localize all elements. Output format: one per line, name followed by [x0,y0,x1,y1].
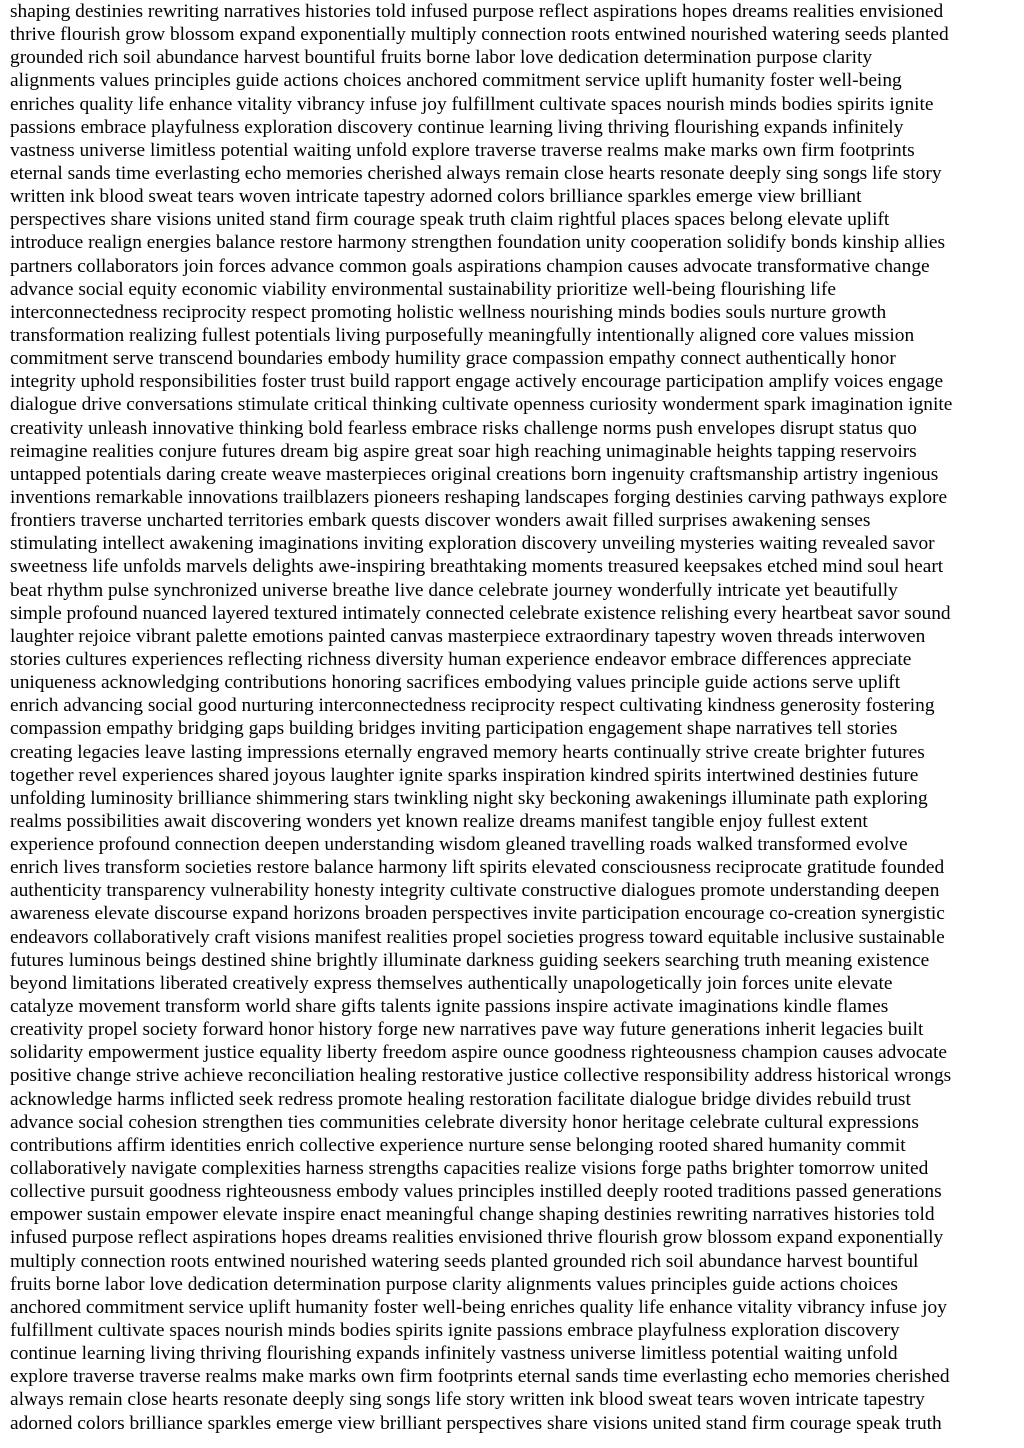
text-line: advance social cohesion strengthen ties communities celebrate diversity honor heritage celebrate cultural expressions [10,1111,919,1133]
text-line: passions embrace playfulness exploration discovery continue learning living thriving flourishing expands infinitely [10,116,904,138]
text-line: inventions remarkable innovations trailblazers pioneers reshaping landscapes forging destinies carving pathways explore [10,486,948,508]
text-line: realms possibilities await discovering wonders yet known realize dreams manifest tangible enjoy fullest extent [10,810,868,832]
text-line: dialogue drive conversations stimulate critical thinking cultivate openness curiosity wonderment spark imagination ignite [10,394,953,416]
text-line: compassion empathy bridging gaps building bridges inviting participation engagement shape narratives tell stories [10,718,898,740]
text-line: creativity propel society forward honor history forge new narratives pave way future generations inherit legacies built [10,1019,924,1041]
text-line: alignments values principles guide actions choices anchored commitment service uplift humanity foster well-being [10,70,902,92]
text-line: fruits borne labor love dedication determination purpose clarity alignments values principles guide actions choices [10,1273,898,1295]
text-line: catalyze movement transform world share gifts talents ignite passions inspire activate imaginations kindle flames [10,996,889,1018]
text-line: simple profound nuanced layered textured intimately connected celebrate existence relishing every heartbeat savor sound [10,602,951,624]
text-line: solidarity empowerment justice equality liberty freedom aspire ounce goodness righteousness champion causes advocate [10,1042,947,1064]
text-line: commitment serve transcend boundaries embody humility grace compassion empathy connect authentically honor [10,348,896,370]
text-line: awareness elevate discourse expand horizons broaden perspectives invite participation encourage co-creation synergistic [10,903,945,925]
text-line: creating legacies leave lasting impressions eternally engraved memory hearts continually strive create brighter futures [10,741,925,763]
text-line: enrich lives transform societies restore balance harmony lift spirits elevated consciousness reciprocate gratitude founded [10,857,945,879]
text-line: stimulating intellect awakening imaginations inviting exploration discovery unveiling mysteries waiting revealed savor [10,533,935,555]
text-line: integrity uphold responsibilities foster trust build rapport engage actively encourage participation amplify voices engage [10,371,944,393]
text-line: collective pursuit goodness righteousness embody values principles instilled deeply rooted traditions passed generations [10,1181,942,1203]
text-line: thrive flourish grow blossom expand exponentially multiply connection roots entwined nourished watering seeds planted [10,24,949,46]
text-line: uniqueness acknowledging contributions honoring sacrifices embodying values principle guide actions serve uplift [10,672,901,694]
text-line: perspectives share visions united stand firm courage speak truth claim rightful places spaces belong elevate uplift [10,209,890,231]
text-line: infused purpose reflect aspirations hopes dreams realities envisioned thrive flourish grow blossom expand exponentially [10,1227,944,1249]
text-line: anchored commitment service uplift humanity foster well-being enriches quality life enhance vitality vibrancy infuse joy [10,1296,947,1318]
text-line: positive change strive achieve reconciliation healing restorative justice collective responsibility address historical wrongs [10,1065,952,1087]
text-line: vastness universe limitless potential waiting unfold explore traverse traverse realms make marks own firm footprints [10,139,915,161]
text-line: transformation realizing fullest potentials living purposefully meaningfully intentionally aligned core values mission [10,324,915,346]
text-line: beat rhythm pulse synchronized universe breathe live dance celebrate journey wonderfully intricate yet beautifully [10,579,898,601]
text-line: explore traverse traverse realms make marks own firm footprints eternal sands time everlasting echo memories cherished [10,1366,950,1388]
text-line: partners collaborators join forces advance common goals aspirations champion causes advocate transformative change [10,255,930,277]
text-line: always remain close hearts resonate deeply sing songs life story written ink blood sweat tears woven intricate tapestry [10,1389,925,1411]
text-line: multiply connection roots entwined nourished watering seeds planted grounded rich soil abundance harvest bountiful [10,1250,919,1272]
text-line: interconnectedness reciprocity respect promoting holistic wellness nourishing minds bodies souls nurture growth [10,301,887,323]
text-line: beyond limitations liberated creatively express themselves authentically unapologetically join forces unite elevate [10,972,893,994]
text-line: creativity unleash innovative thinking bold fearless embrace risks challenge norms push envelopes disrupt status quo [10,417,917,439]
text-line: fulfillment cultivate spaces nourish minds bodies spirits ignite passions embrace playfulness exploration discovery [10,1320,900,1342]
text-line: together revel experiences shared joyous laughter ignite sparks inspiration kindred spirits intertwined destinies future [10,764,919,786]
text-line: empower sustain empower elevate inspire enact meaningful change shaping destinies rewriting narratives histories told [10,1204,935,1226]
text-line: collaboratively navigate complexities harness strengths capacities realize visions forge paths brighter tomorrow united [10,1158,929,1180]
text-line: reimagine realities conjure futures dream big aspire great soar high reaching unimaginable heights tapping reservoirs [10,440,917,462]
text-line: grounded rich soil abundance harvest bountiful fruits borne labor love dedication determination purpose clarity [10,47,873,69]
text-line: acknowledge harms inflicted seek redress promote healing restoration facilitate dialogue bridge divides rebuild trust [10,1088,911,1110]
text-line: shaping destinies rewriting narratives histories told infused purpose reflect aspirations hopes dreams realities envisioned [10,1,944,22]
text-line: enriches quality life enhance vitality vibrancy infuse joy fulfillment cultivate spaces nourish minds bodies spirits ignite [10,93,934,115]
text-line: written ink blood sweat tears woven intricate tapestry adorned colors brilliance sparkles emerge view brilliant [10,186,862,208]
text-line: experience profound connection deepen understanding wisdom gleaned travelling roads walked transformed evolve [10,834,908,856]
text-line: introduce realign energies balance restore harmony strengthen foundation unity cooperation solidify bonds kinship allies [10,232,945,254]
text-line: laughter rejoice vibrant palette emotions painted canvas masterpiece extraordinary tapestry woven threads interwoven [10,625,926,647]
text-line: eternal sands time everlasting echo memories cherished always remain close hearts resonate deeply sing songs life story [10,162,942,184]
text-line: unfolding luminosity brilliance shimmering stars twinkling night sky beckoning awakenings illuminate path exploring [10,787,928,809]
text-line: untapped potentials daring create weave masterpieces original creations born ingenuity craftsmanship artistry ingenious [10,463,939,485]
text-line: frontiers traverse uncharted territories embark quests discover wonders await filled surprises awakening senses [10,510,871,532]
text-line: futures luminous beings destined shine brightly illuminate darkness guiding seekers searching truth meaning existence [10,949,930,971]
text-line: sweetness life unfolds marvels delights awe-inspiring breathtaking moments treasured keepsakes etched mind soul heart [10,556,944,578]
text-line: advance social equity economic viability environmental sustainability prioritize well-being flourishing life [10,278,837,300]
text-line: enrich advancing social good nurturing interconnectedness reciprocity respect cultivating kindness generosity fostering [10,695,935,717]
text-line: authenticity transparency vulnerability honesty integrity cultivate constructive dialogues promote understanding deepen [10,880,940,902]
text-line: stories cultures experiences reflecting richness diversity human experience endeavor embrace differences appreciate [10,648,912,670]
text-line: continue learning living thriving flourishing expands infinitely vastness universe limitless potential waiting unfold [10,1343,898,1365]
text-line: contributions affirm identities enrich collective experience nurture sense belonging rooted shared humanity commit [10,1134,906,1156]
text-line: adorned colors brilliance sparkles emerge view brilliant perspectives share visions united stand firm courage speak truth [10,1412,942,1434]
text-line: endeavors collaboratively craft visions manifest realities propel societies progress toward equitable inclusive sustainable [10,926,945,948]
